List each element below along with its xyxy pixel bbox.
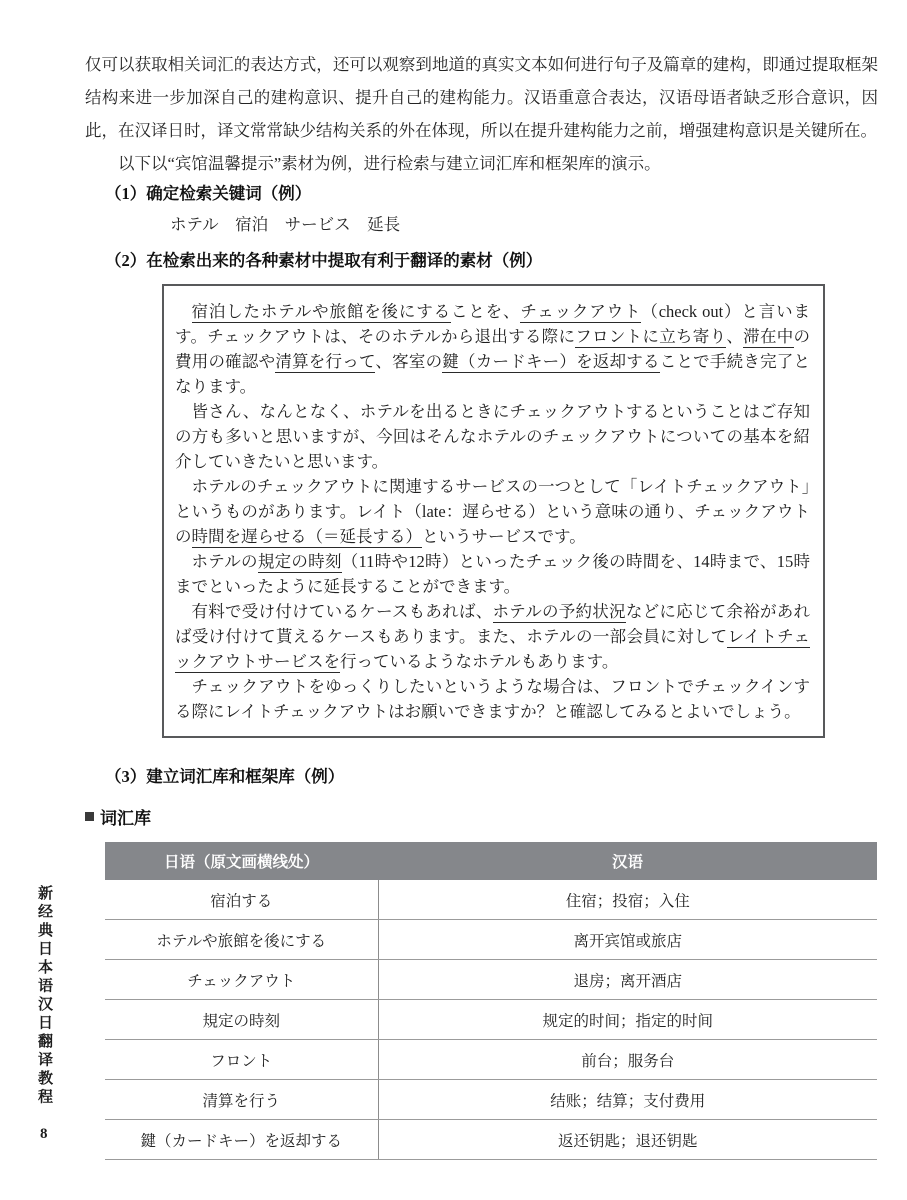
page-number: 8 bbox=[40, 1126, 48, 1142]
vocab-section-label bbox=[85, 804, 878, 829]
underlined-phrase: 規定の時刻 bbox=[257, 552, 342, 571]
vocab-header-japanese: 日语（原文画横线处） bbox=[105, 842, 378, 880]
passage-text: の費用の確認や bbox=[175, 327, 811, 371]
passage-text: ホテルの bbox=[191, 552, 258, 571]
passage-paragraph bbox=[175, 399, 810, 474]
passage-text: ことを、 bbox=[450, 302, 521, 321]
japanese-term-cell: フロント bbox=[105, 1040, 378, 1080]
underlined-phrase: フロントに立ち寄り bbox=[575, 327, 727, 346]
passage-text: 皆さん、なんとなく、ホテルを出るときにチェックアウトするということはご存知の方も多いと思いますが、今回はそんなホテルのチェックアウトについての基本を紹介していきたいと思います。 bbox=[175, 402, 810, 471]
chinese-translation-cell: 前台；服务台 bbox=[378, 1040, 877, 1080]
table-row bbox=[105, 920, 877, 960]
passage-paragraph bbox=[175, 299, 810, 399]
japanese-term-cell: チェックアウト bbox=[105, 960, 378, 1000]
chinese-translation-cell: 返还钥匙；退还钥匙 bbox=[378, 1120, 877, 1160]
page-content bbox=[85, 48, 878, 1160]
underlined-phrase: 宿泊したホテルや旅館を後にする bbox=[191, 302, 451, 321]
underlined-phrase: ホテルの予約状況 bbox=[492, 602, 626, 621]
step1-heading: （1）确定检索关键词（例） bbox=[105, 184, 312, 203]
chinese-translation-cell: 结账；结算；支付费用 bbox=[378, 1080, 877, 1120]
japanese-term-cell: 鍵（カードキー）を返却する bbox=[105, 1120, 378, 1160]
table-row bbox=[105, 1080, 877, 1120]
passage-text: 、客室の bbox=[375, 352, 443, 371]
vocab-header-chinese: 汉语 bbox=[378, 842, 877, 880]
japanese-term-cell: 清算を行う bbox=[105, 1080, 378, 1120]
table-row bbox=[105, 1040, 877, 1080]
passage-text: などに応じて余裕があれば受け付けて貰えるケースもあります。また、ホテルの一部会員に対して bbox=[175, 602, 811, 646]
passage-paragraph bbox=[175, 674, 810, 724]
passage-text: ホテルのチェックアウトに関連するサービスの一つとして「レイトチェックアウト」というものがあります。レイト（late：遅らせる）という意味の通り、チェックアウトの bbox=[175, 477, 810, 546]
japanese-term-cell: ホテルや旅館を後にする bbox=[105, 920, 378, 960]
table-row bbox=[105, 960, 877, 1000]
square-bullet-icon bbox=[85, 812, 94, 821]
vocab-table bbox=[105, 842, 877, 1160]
book-spine-title: 新经典日本语汉日翻译教程 bbox=[36, 885, 52, 1107]
underlined-phrase: 滞在中 bbox=[743, 327, 794, 346]
step3-heading: （3）建立词汇库和框架库（例） bbox=[105, 767, 345, 786]
passage-text: （check out）と言います。チェックアウトは、そのホテルから退出する際に bbox=[175, 302, 810, 346]
passage-text: チェックアウトをゆっくりしたいというような場合は、フロントでチェックインする際にレイトチェックアウトはお願いできますか？と確認してみるとよいでしょう。 bbox=[175, 677, 810, 721]
table-row bbox=[105, 1000, 877, 1040]
example-lead-paragraph: 以下以“宾馆温馨提示”素材为例，进行检索与建立词汇库和框架库的演示。 bbox=[118, 154, 661, 173]
underlined-phrase: 時間を遅らせる（＝延長する） bbox=[191, 527, 423, 546]
japanese-term-cell: 宿泊する bbox=[105, 880, 378, 920]
underlined-phrase: 清算を行って bbox=[275, 352, 376, 371]
table-row bbox=[105, 1120, 877, 1160]
passage-paragraph bbox=[175, 549, 810, 599]
underlined-phrase: レイトチェックアウトサービスを bbox=[175, 627, 810, 671]
passage-text: ことで手続き完了となります。 bbox=[175, 352, 811, 396]
chinese-translation-cell: 离开宾馆或旅店 bbox=[378, 920, 877, 960]
intro-paragraph: 仅可以获取相关词汇的表达方式，还可以观察到地道的真实文本如何进行句子及篇章的建构，即通过提取框架结构来进一步加深自己的建构意识、提升自己的建构能力。汉语重意合表达，汉语母语者缺乏形合意识，因此，在汉译日时，译文常常缺少结构关系的外在体现，所以在提升建构能力之前，增强建构意识是关键所在。 bbox=[85, 55, 878, 140]
search-keywords: ホテル 宿泊 サービス 延長 bbox=[170, 215, 401, 234]
step2-heading: （2）在检索出来的各种素材中提取有利于翻译的素材（例） bbox=[105, 251, 543, 270]
chinese-translation-cell: 规定的时间；指定的时间 bbox=[378, 1000, 877, 1040]
vocab-table-header bbox=[105, 842, 877, 880]
passage-text: （11時や12時）といったチェック後の時間を、14時まで、15時までといったように延長することができます。 bbox=[175, 552, 810, 596]
passage-text: 有料で受け付けているケースもあれば、 bbox=[191, 602, 493, 621]
underlined-phrase: 鍵（カードキー）を返却する bbox=[442, 352, 660, 371]
vocab-section-label-text: 词汇库 bbox=[100, 809, 151, 828]
underlined-phrase: チェックアウト bbox=[520, 302, 642, 321]
chinese-translation-cell: 住宿；投宿；入住 bbox=[378, 880, 877, 920]
passage-text: というサービスです。 bbox=[422, 527, 586, 546]
passage-paragraph bbox=[175, 599, 810, 674]
japanese-passage-box bbox=[162, 284, 825, 738]
chinese-translation-cell: 退房；离开酒店 bbox=[378, 960, 877, 1000]
passage-text: 行っているようなホテルもあります。 bbox=[340, 652, 619, 671]
table-row bbox=[105, 880, 877, 920]
passage-text: 、 bbox=[726, 327, 744, 346]
passage-paragraph bbox=[175, 474, 810, 549]
vocab-table-body bbox=[105, 880, 877, 1160]
japanese-term-cell: 規定の時刻 bbox=[105, 1000, 378, 1040]
